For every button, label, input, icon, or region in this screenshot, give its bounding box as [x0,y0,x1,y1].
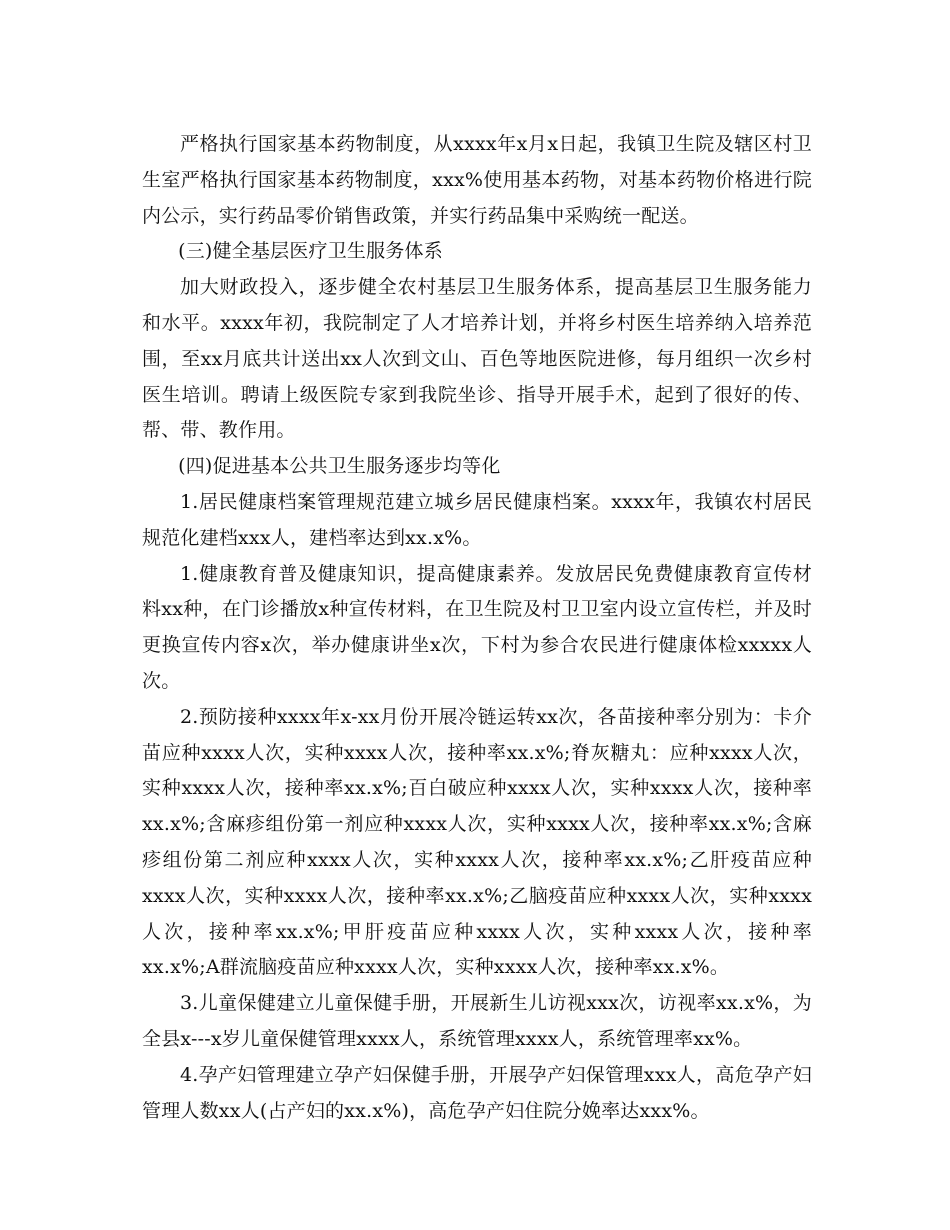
paragraph-maternal-care: 4.孕产妇管理建立孕产妇保健手册，开展孕产妇保管理xxx人，高危孕产妇管理人数xx人(占产妇的xx.x%)，高危孕产妇住院分娩率达xxx%。 [142,1063,812,1122]
paragraph-health-service-system: 加大财政投入，逐步健全农村基层卫生服务体系，提高基层卫生服务能力和水平。xxxx年初，我院制定了人才培养计划，并将乡村医生培养纳入培养范围，至xx月底共计送出xx人次到文山、百色等地医院进修，每月组织一次乡村医生培训。聘请上级医院专家到我院坐诊、指导开展手术，起到了很好的传、帮、带、教作用。 [142,276,812,442]
section-heading-3: (三)健全基层医疗卫生服务体系 [178,240,443,263]
paragraph-child-health: 3.儿童保健建立儿童保健手册，开展新生儿访视xxx次，访视率xx.x%，为全县x---x岁儿童保健管理xxxx人，系统管理xxxx人，系统管理率xx%。 [142,992,812,1050]
paragraph-vaccination: 2.预防接种xxxx年x-xx月份开展冷链运转xx次，各苗接种率分别为：卡介苗应种xxxx人次，实种xxxx人次，接种率xx.x%;脊灰糖丸：应种xxxx人次，实种xxxx人次，接种率xx.x%;百白破应种xxxx人次，实种xxxx人次，接种率xx.x%;含麻疹组份第一剂应种xxxx人次，实种xxxx人次，接种率xx.x%;含麻疹组份第二剂应种xxxx人次，实种xxxx人次，接种率xx.x%;乙肝疫苗应种xxxx人次，实种xxxx人次，接种率xx.x%;乙脑疫苗应种xxxx人次，实种xxxx人次，接种率xx.x%;甲肝疫苗应种xxxx人次，实种xxxx人次，接种率xx.x%;A群流脑疫苗应种xxxx人次，实种xxxx人次，接种率xx.x%。 [142,705,812,979]
section-heading-4: (四)促进基本公共卫生服务逐步均等化 [178,455,501,478]
paragraph-health-records: 1.居民健康档案管理规范建立城乡居民健康档案。xxxx年，我镇农村居民规范化建档xxx人，建档率达到xx.x%。 [142,490,812,549]
paragraph-health-education: 1.健康教育普及健康知识，提高健康素养。发放居民免费健康教育宣传材料xx种，在门诊播放x种宣传材料，在卫生院及村卫卫室内设立宣传栏，并及时更换宣传内容x次，举办健康讲坐x次，下村为参合农民进行健康体检xxxxx人次。 [142,562,812,692]
document-body [142,127,812,1129]
paragraph-essential-drugs: 严格执行国家基本药物制度，从xxxx年x月x日起，我镇卫生院及辖区村卫生室严格执行国家基本药物制度，xxx%使用基本药物，对基本药物价格进行院内公示，实行药品零价销售政策，并实行药品集中采购统一配送。 [142,133,812,227]
